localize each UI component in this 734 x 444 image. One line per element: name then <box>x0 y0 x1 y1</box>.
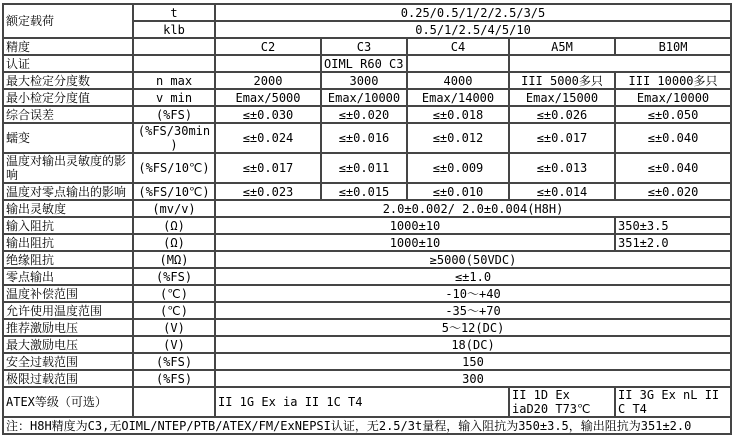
value-cell: ≤±0.009 <box>407 153 509 183</box>
note-text: 注：H8H精度为C3,无OIML/NTEP/PTB/ATEX/FM/ExNEPSI认证，无2.5/3t量程，输入阻抗为350±3.5，输出阻抗为351±2.0 <box>3 417 731 434</box>
value-cell: ≤±0.024 <box>215 123 321 153</box>
unit-cell: (%FS) <box>133 106 215 123</box>
table-row <box>3 319 731 336</box>
value-cell: ≤±0.010 <box>407 183 509 200</box>
value-cell: 5～12(DC) <box>215 319 731 336</box>
row-label: 绝缘阻抗 <box>3 251 133 268</box>
unit-cell: v min <box>133 89 215 106</box>
table-row <box>3 72 731 89</box>
value-cell: C4 <box>407 38 509 55</box>
unit-cell: (Ω) <box>133 234 215 251</box>
spec-table <box>2 3 732 435</box>
table-row <box>3 353 731 370</box>
value-cell: ≥5000(50VDC) <box>215 251 731 268</box>
table-row <box>3 268 731 285</box>
row-label: 安全过载范围 <box>3 353 133 370</box>
row-label: 最大检定分度数 <box>3 72 133 89</box>
row-label: 温度对输出灵敏度的影响 <box>3 153 133 183</box>
value-cell <box>215 55 321 72</box>
value-cell: Emax/10000 <box>615 89 731 106</box>
row-label: 零点输出 <box>3 268 133 285</box>
value-cell: ≤±0.017 <box>215 153 321 183</box>
value-cell: ≤±0.026 <box>509 106 615 123</box>
row-label: 精度 <box>3 38 133 55</box>
unit-cell: t <box>133 4 215 21</box>
value-cell: ≤±0.030 <box>215 106 321 123</box>
table-row <box>3 183 731 200</box>
table-row <box>3 4 731 21</box>
unit-cell: (℃) <box>133 285 215 302</box>
value-cell: 150 <box>215 353 731 370</box>
row-label: ATEX等级（可选） <box>3 387 133 417</box>
value-cell: 1000±10 <box>215 217 615 234</box>
value-cell: 2.0±0.002/ 2.0±0.004(H8H) <box>215 200 731 217</box>
table-row <box>3 217 731 234</box>
spec-table-body <box>3 4 731 434</box>
row-label: 输出灵敏度 <box>3 200 133 217</box>
value-cell: 1000±10 <box>215 234 615 251</box>
table-row <box>3 55 731 72</box>
table-row <box>3 302 731 319</box>
value-cell: B10M <box>615 38 731 55</box>
value-cell: 4000 <box>407 72 509 89</box>
value-cell: ≤±0.020 <box>615 183 731 200</box>
table-row <box>3 234 731 251</box>
value-cell: ≤±0.012 <box>407 123 509 153</box>
unit-cell: (V) <box>133 336 215 353</box>
row-label: 推荐激励电压 <box>3 319 133 336</box>
row-label: 最小检定分度值 <box>3 89 133 106</box>
value-cell: ≤±0.015 <box>321 183 407 200</box>
row-label: 综合误差 <box>3 106 133 123</box>
unit-cell: (%FS) <box>133 370 215 387</box>
unit-cell: n max <box>133 72 215 89</box>
unit-cell: (Ω) <box>133 217 215 234</box>
value-cell: 350±3.5 <box>615 217 731 234</box>
value-cell: 351±2.0 <box>615 234 731 251</box>
row-label: 输入阻抗 <box>3 217 133 234</box>
table-row <box>3 123 731 153</box>
row-label: 温度补偿范围 <box>3 285 133 302</box>
value-cell: C3 <box>321 38 407 55</box>
value-cell: ≤±0.013 <box>509 153 615 183</box>
unit-cell: (V) <box>133 319 215 336</box>
value-cell: ≤±0.016 <box>321 123 407 153</box>
value-cell: II 1D Ex iaD20 T73℃ <box>509 387 615 417</box>
value-cell: Emax/14000 <box>407 89 509 106</box>
value-cell: ≤±0.020 <box>321 106 407 123</box>
value-cell: 0.25/0.5/1/2/2.5/3/5 <box>215 4 731 21</box>
value-cell: 3000 <box>321 72 407 89</box>
value-cell <box>407 55 509 72</box>
row-label: 最大激励电压 <box>3 336 133 353</box>
unit-cell: (%FS/30min) <box>133 123 215 153</box>
value-cell: 0.5/1/2.5/4/5/10 <box>215 21 731 38</box>
unit-cell <box>133 38 215 55</box>
value-cell: Emax/10000 <box>321 89 407 106</box>
unit-cell <box>133 55 215 72</box>
row-label: 允许使用温度范围 <box>3 302 133 319</box>
unit-cell <box>133 387 215 417</box>
unit-cell: klb <box>133 21 215 38</box>
unit-cell: (mv/v) <box>133 200 215 217</box>
unit-cell: (%FS) <box>133 353 215 370</box>
unit-cell: (MΩ) <box>133 251 215 268</box>
table-row <box>3 200 731 217</box>
unit-cell: (%FS/10℃) <box>133 153 215 183</box>
table-row <box>3 38 731 55</box>
table-row <box>3 89 731 106</box>
value-cell: ≤±0.014 <box>509 183 615 200</box>
table-row <box>3 285 731 302</box>
table-row <box>3 106 731 123</box>
value-cell: ≤±0.017 <box>509 123 615 153</box>
value-cell: 300 <box>215 370 731 387</box>
value-cell: OIML R60 C3 <box>321 55 407 72</box>
table-row <box>3 251 731 268</box>
table-row <box>3 370 731 387</box>
value-cell: A5M <box>509 38 615 55</box>
value-cell: III 10000多只 <box>615 72 731 89</box>
value-cell: Emax/15000 <box>509 89 615 106</box>
table-row <box>3 417 731 434</box>
table-row <box>3 153 731 183</box>
value-cell <box>509 55 731 72</box>
value-cell: C2 <box>215 38 321 55</box>
value-cell: 18(DC) <box>215 336 731 353</box>
value-cell: 2000 <box>215 72 321 89</box>
value-cell: -35～+70 <box>215 302 731 319</box>
value-cell: II 3G Ex nL II C T4 <box>615 387 731 417</box>
row-label: 认证 <box>3 55 133 72</box>
row-label: 极限过载范围 <box>3 370 133 387</box>
value-cell: Emax/5000 <box>215 89 321 106</box>
value-cell: ≤±0.050 <box>615 106 731 123</box>
value-cell: III 5000多只 <box>509 72 615 89</box>
table-row <box>3 336 731 353</box>
row-label: 额定载荷 <box>3 4 133 38</box>
value-cell: ≤±0.040 <box>615 123 731 153</box>
value-cell: ≤±0.040 <box>615 153 731 183</box>
value-cell: ≤±0.011 <box>321 153 407 183</box>
row-label: 温度对零点输出的影响 <box>3 183 133 200</box>
value-cell: ≤±1.0 <box>215 268 731 285</box>
table-row <box>3 387 731 417</box>
value-cell: ≤±0.023 <box>215 183 321 200</box>
value-cell: -10～+40 <box>215 285 731 302</box>
row-label: 蠕变 <box>3 123 133 153</box>
value-cell: ≤±0.018 <box>407 106 509 123</box>
unit-cell: (℃) <box>133 302 215 319</box>
value-cell: II 1G Ex ia II 1C T4 <box>215 387 509 417</box>
unit-cell: (%FS/10℃) <box>133 183 215 200</box>
row-label: 输出阻抗 <box>3 234 133 251</box>
unit-cell: (%FS) <box>133 268 215 285</box>
